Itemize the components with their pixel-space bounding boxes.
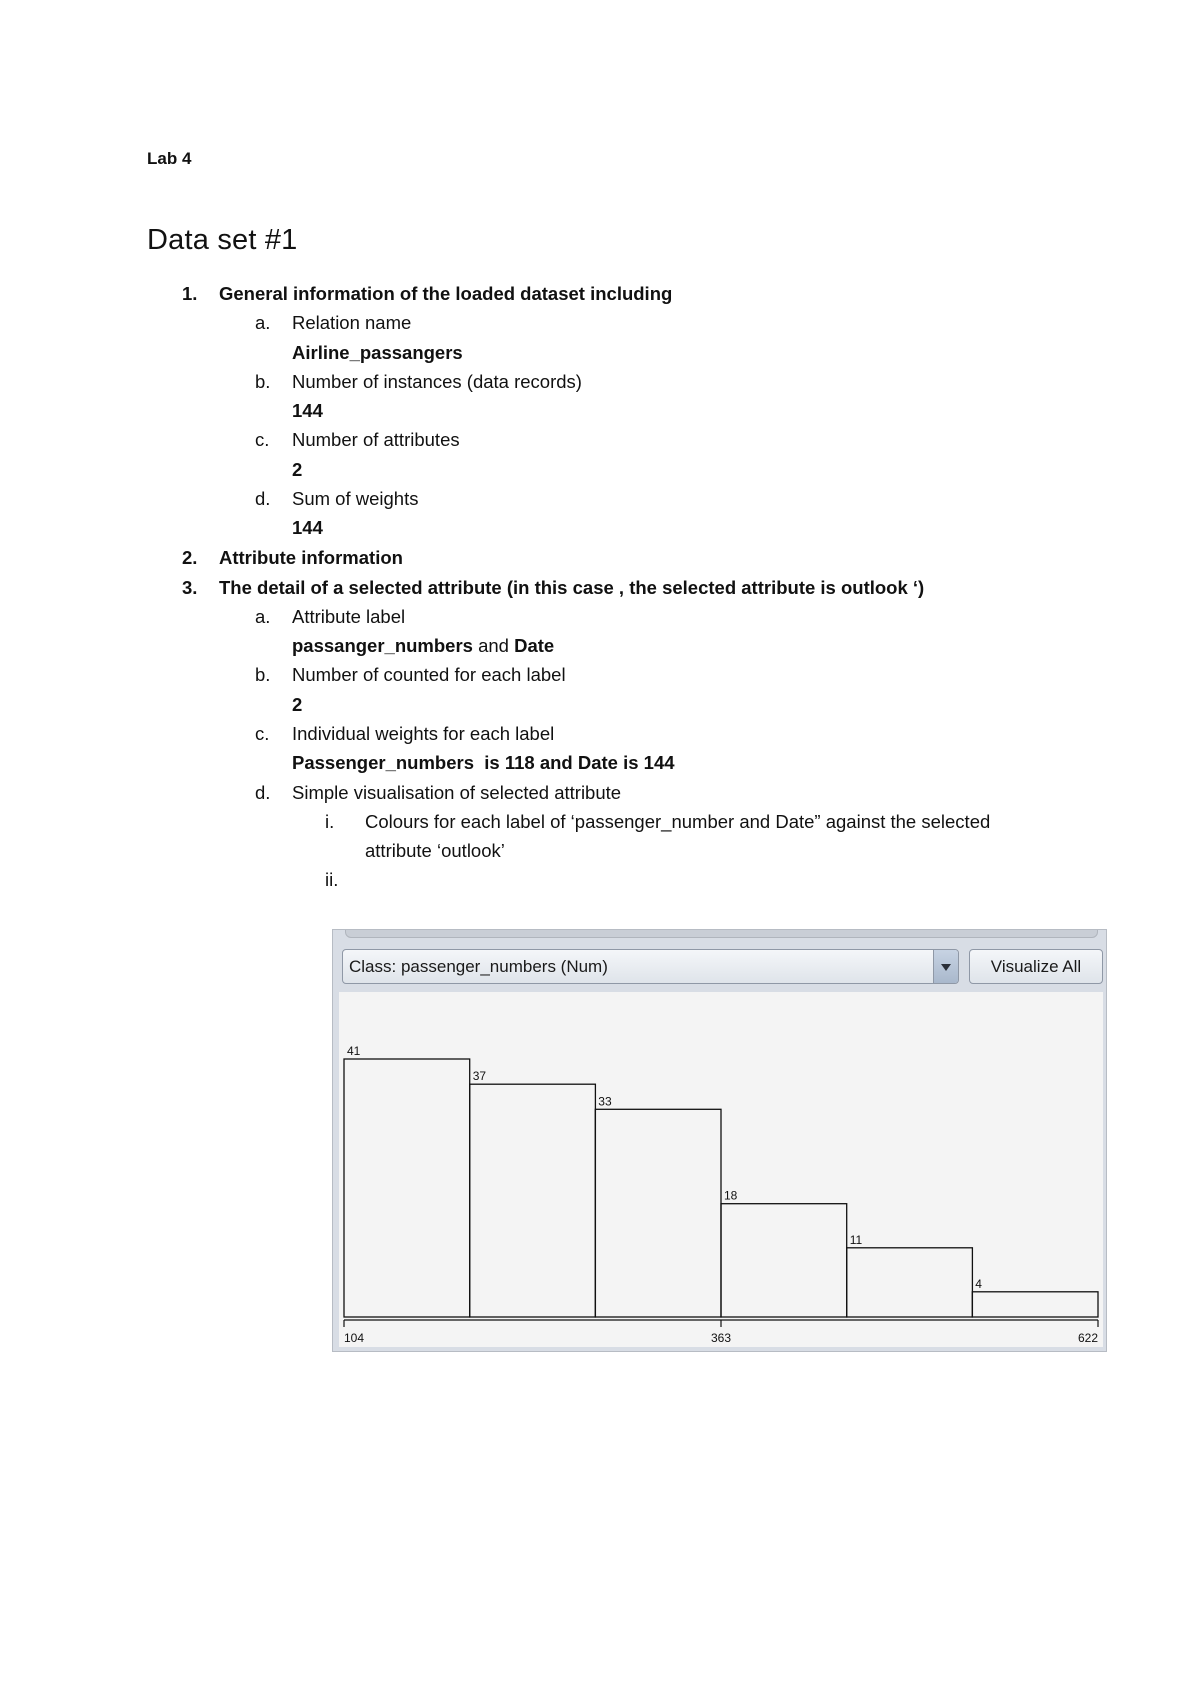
histogram-bar xyxy=(344,1059,470,1317)
item-3a-label: Attribute label xyxy=(292,606,406,627)
section-2-title: Attribute information xyxy=(219,547,403,568)
histogram-svg xyxy=(339,992,1103,1347)
histogram-bar xyxy=(470,1084,596,1317)
item-1b-value: 144 xyxy=(292,400,323,421)
x-tick-label: 622 xyxy=(1077,1331,1098,1345)
bar-count-label: 4 xyxy=(975,1276,982,1291)
item-3d-i-line1: Colours for each label of ‘passenger_number and Date” against the selected xyxy=(365,811,991,832)
item-3a-value-2: Date xyxy=(514,635,555,656)
item-3c-letter: c. xyxy=(255,723,270,744)
histogram-bar xyxy=(972,1292,1098,1317)
weka-visualization-panel xyxy=(332,929,1107,1352)
item-1b-label: Number of instances (data records) xyxy=(292,371,582,392)
item-3d-i-number: i. xyxy=(325,811,335,832)
item-3c-value: Passenger_numbers is 118 and Date is 144 xyxy=(292,752,675,773)
item-3a-value xyxy=(292,634,554,658)
item-3a-and: and xyxy=(472,635,515,656)
page-title: Data set #1 xyxy=(147,224,298,256)
bar-count-label: 41 xyxy=(347,1044,361,1058)
bar-count-label: 11 xyxy=(849,1232,863,1247)
item-3b-value: 2 xyxy=(292,694,303,715)
histogram-bar xyxy=(595,1109,721,1317)
section-3-title: The detail of a selected attribute (in this case , the selected attribute is outlook ‘) xyxy=(219,577,925,598)
bar-count-label: 33 xyxy=(598,1094,612,1109)
item-3d-label: Simple visualisation of selected attribute xyxy=(292,782,622,803)
item-3c-label: Individual weights for each label xyxy=(292,723,555,744)
item-3a-value-1: passanger_numbers xyxy=(292,635,473,656)
x-tick-label: 104 xyxy=(344,1331,365,1345)
panel-top-edge xyxy=(345,929,1098,938)
item-3b-label: Number of counted for each label xyxy=(292,664,566,685)
section-2-number: 2. xyxy=(182,547,198,568)
item-3d-ii-number: ii. xyxy=(325,869,339,890)
item-1a-letter: a. xyxy=(255,312,271,333)
section-3-number: 3. xyxy=(182,577,198,598)
x-tick-label: 363 xyxy=(710,1331,732,1345)
chevron-down-icon[interactable] xyxy=(933,950,958,983)
item-1d-label: Sum of weights xyxy=(292,488,419,509)
section-1-number: 1. xyxy=(182,283,198,304)
item-1d-letter: d. xyxy=(255,488,271,509)
item-1c-letter: c. xyxy=(255,429,270,450)
item-1d-value: 144 xyxy=(292,517,323,538)
item-1b-letter: b. xyxy=(255,371,271,392)
histogram-plot xyxy=(339,992,1103,1347)
item-1a-value: Airline_passangers xyxy=(292,342,463,363)
item-1c-value: 2 xyxy=(292,459,303,480)
item-3b-letter: b. xyxy=(255,664,271,685)
histogram-bar xyxy=(721,1204,847,1317)
bar-count-label: 37 xyxy=(472,1069,487,1084)
histogram-bar xyxy=(847,1248,973,1317)
item-3d-letter: d. xyxy=(255,782,271,803)
visualize-all-button[interactable]: Visualize All xyxy=(969,949,1103,984)
item-1a-label: Relation name xyxy=(292,312,412,333)
section-1-title: General information of the loaded dataset including xyxy=(219,283,673,304)
class-select-value: Class: passenger_numbers (Num) xyxy=(349,957,608,976)
bar-count-label: 18 xyxy=(724,1188,738,1203)
class-select[interactable] xyxy=(342,949,959,984)
lab-label: Lab 4 xyxy=(147,149,192,168)
item-3a-letter: a. xyxy=(255,606,271,627)
item-1c-label: Number of attributes xyxy=(292,429,460,450)
item-3d-i-line2: attribute ‘outlook’ xyxy=(365,840,505,861)
